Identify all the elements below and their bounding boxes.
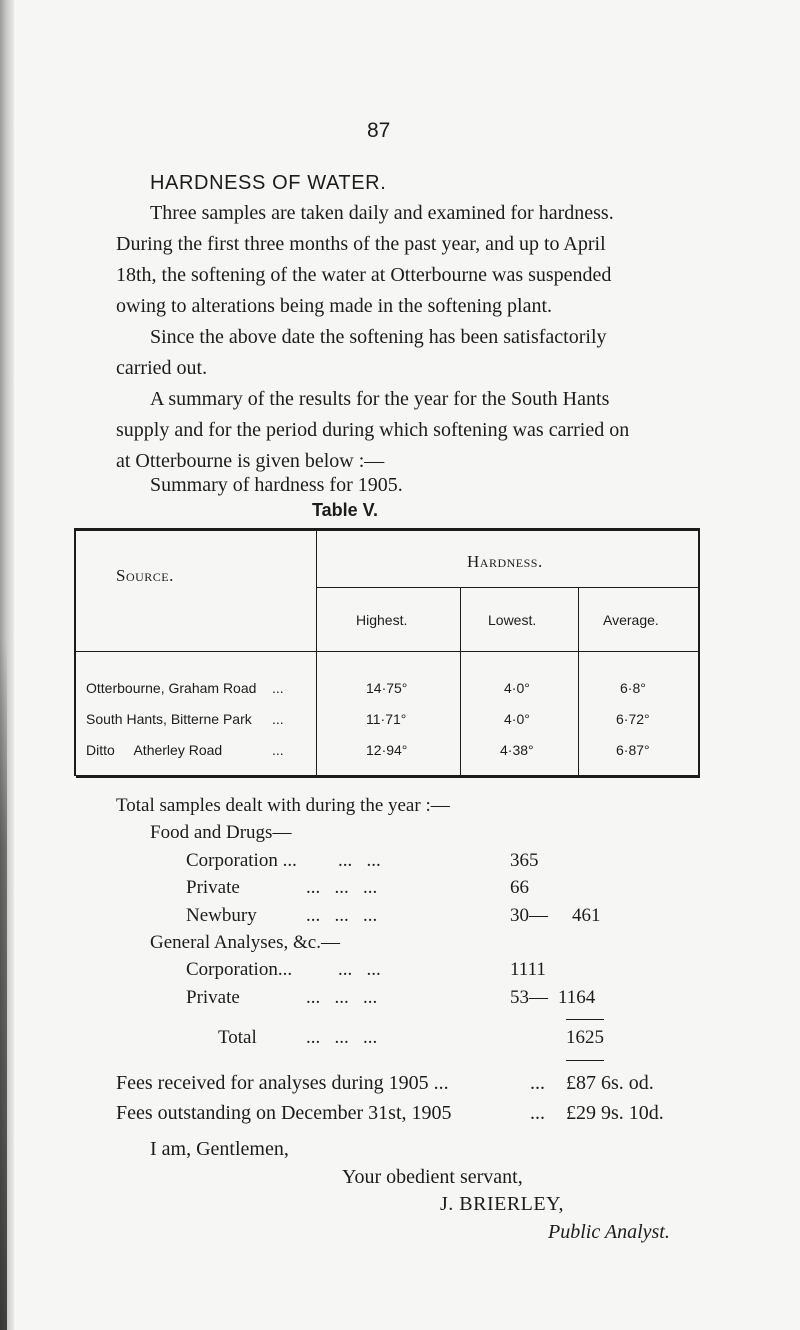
- table-cell-highest: 12·94°: [366, 742, 408, 758]
- fee-dots: ...: [530, 1072, 545, 1094]
- total-dots: ... ... ...: [306, 1027, 378, 1048]
- paragraph-summary-intro: [116, 384, 700, 477]
- fee-label: Fees received for analyses during 1905 ...: [116, 1072, 449, 1094]
- table-title: Table V.: [312, 500, 379, 520]
- total-rule: [566, 1060, 604, 1061]
- table-header-rule: [76, 651, 698, 652]
- sample-dots: ... ...: [338, 959, 381, 980]
- paragraph-line: Since the above date the softening has been satisfactorily: [150, 326, 607, 348]
- table-cell-highest: 14·75°: [366, 680, 408, 696]
- fee-amount: £29 9s. 10d.: [566, 1102, 664, 1124]
- table-header-average: Average.: [603, 612, 659, 628]
- paragraph-line: carried out.: [116, 357, 208, 379]
- table-cell-average: 6·8°: [620, 680, 646, 696]
- paragraph-line: owing to alterations being made in the softening plant.: [116, 295, 553, 317]
- sample-count: 365: [510, 850, 539, 871]
- table-cell-highest: 11·71°: [366, 711, 407, 727]
- paragraph-line: supply and for the period during which softening was carried on: [116, 419, 630, 441]
- table-cell-dots: ...: [272, 742, 284, 758]
- table-cell-lowest: 4·0°: [504, 711, 530, 727]
- table-cell-dots: ...: [272, 680, 284, 696]
- paragraph-line: During the first three months of the past year, and up to April: [116, 233, 606, 255]
- summary-heading: Summary of hardness for 1905.: [150, 474, 403, 496]
- sample-dots: ... ...: [338, 850, 381, 871]
- table-header-hardness: Hardness.: [467, 552, 543, 571]
- sample-label: Private: [186, 877, 240, 898]
- table-hardness-divider: [317, 587, 698, 588]
- salutation: I am, Gentlemen,: [150, 1138, 289, 1160]
- fee-dots: ...: [530, 1102, 545, 1124]
- signatory-name: J. BRIERLEY,: [440, 1193, 564, 1215]
- paragraph-line: Three samples are taken daily and examined for hardness.: [150, 202, 614, 224]
- table-top-rule: [74, 528, 700, 531]
- paragraph-softening: [116, 322, 700, 384]
- sample-subtotal: 1164: [558, 987, 596, 1008]
- samples-intro: Total samples dealt with during the year :—: [116, 795, 450, 816]
- general-analyses-heading: General Analyses, &c.—: [150, 932, 340, 953]
- page-number: 87: [367, 119, 391, 142]
- table-cell-source: Otterbourne, Graham Road: [86, 680, 257, 696]
- fee-amount: £87 6s. od.: [566, 1072, 654, 1094]
- table-cell-lowest: 4·0°: [504, 680, 530, 696]
- paragraph-line: A summary of the results for the year for the South Hants: [150, 388, 610, 410]
- sample-count: 53—: [510, 987, 548, 1008]
- food-drugs-heading: Food and Drugs—: [150, 822, 292, 843]
- sum-rule: [566, 1019, 604, 1020]
- table-bottom-rule: [76, 775, 700, 778]
- table-header-highest: Highest.: [356, 612, 408, 628]
- sample-dots: ... ... ...: [306, 877, 378, 898]
- total-value: 1625: [566, 1027, 604, 1048]
- sample-label: Private: [186, 987, 240, 1008]
- table-cell-source: South Hants, Bitterne Park: [86, 711, 252, 727]
- table-cell-average: 6·72°: [616, 711, 650, 727]
- section-heading: HARDNESS OF WATER.: [150, 172, 387, 194]
- table-source-divider: [316, 531, 317, 776]
- signatory-title: Public Analyst.: [548, 1221, 670, 1243]
- paragraph-line: 18th, the softening of the water at Otterbourne was suspended: [116, 264, 612, 286]
- table-cell-lowest: 4·38°: [500, 742, 534, 758]
- table-col-divider-1: [460, 588, 461, 776]
- sample-count: 30—: [510, 905, 548, 926]
- table-right-border: [698, 531, 700, 776]
- table-header-source: Source.: [116, 566, 174, 585]
- paragraph-sampling: [116, 198, 700, 322]
- table-cell-average: 6·87°: [616, 742, 650, 758]
- table-left-border: [74, 531, 76, 776]
- page-spine-dark-edge: [0, 640, 7, 1330]
- sample-count: 1111: [510, 959, 546, 980]
- sample-dots: ... ... ...: [306, 987, 378, 1008]
- fee-label: Fees outstanding on December 31st, 1905: [116, 1102, 452, 1124]
- sample-label: Newbury: [186, 905, 257, 926]
- total-label: Total: [218, 1027, 257, 1048]
- sample-dots: ... ... ...: [306, 905, 378, 926]
- sample-subtotal: 461: [572, 905, 601, 926]
- sample-label: Corporation ...: [186, 850, 297, 871]
- table-header-lowest: Lowest.: [488, 612, 537, 628]
- sample-label: Corporation...: [186, 959, 293, 980]
- table-cell-source: Ditto Atherley Road: [86, 742, 223, 758]
- paragraph-line: at Otterbourne is given below :—: [116, 450, 385, 472]
- sample-count: 66: [510, 877, 529, 898]
- valediction: Your obedient servant,: [342, 1166, 523, 1188]
- table-col-divider-2: [578, 588, 579, 776]
- table-cell-dots: ...: [272, 711, 284, 727]
